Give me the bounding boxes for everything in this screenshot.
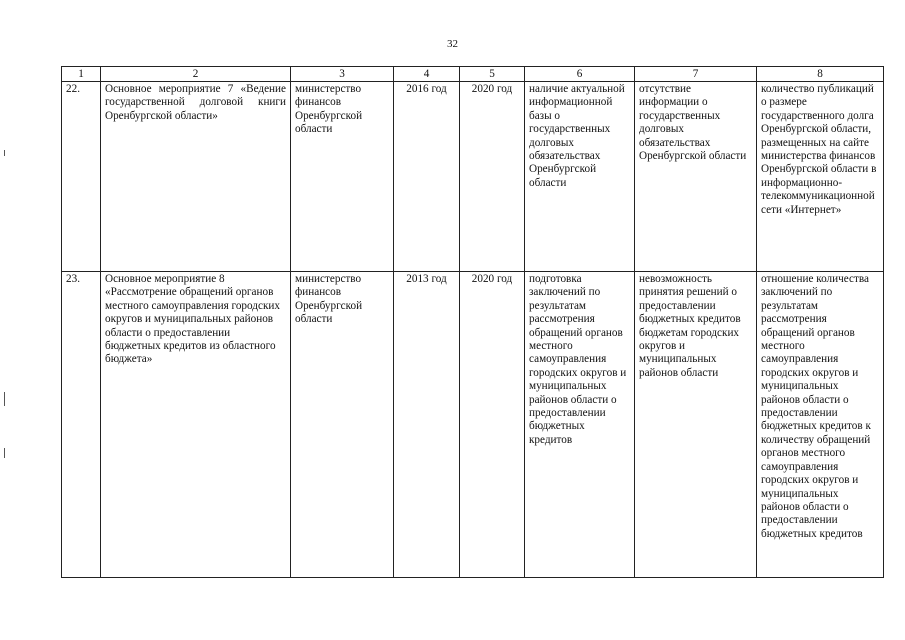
column-header: 3	[291, 67, 394, 82]
column-header: 7	[635, 67, 757, 82]
event-name: Основное мероприятие 7 «Ведение государственной долговой книги Оренбургской области»	[101, 82, 291, 272]
row-number: 22.	[62, 82, 101, 272]
column-header: 5	[460, 67, 525, 82]
event-name: Основное мероприятие 8 «Рассмотрение обращений органов местного самоуправления городских округов и муниципальных районов области о предоставлении бюджетных кредитов из областного бюджета»	[101, 272, 291, 578]
table-row	[62, 82, 884, 272]
non-implementation-consequences: отсутствие информации о государственных долговых обязательствах Оренбургской области	[635, 82, 757, 272]
page-number: 32	[447, 38, 458, 50]
scan-margin-mark	[4, 448, 5, 458]
measures-table	[61, 66, 884, 578]
column-header: 8	[757, 67, 884, 82]
column-header: 6	[525, 67, 635, 82]
column-header: 1	[62, 67, 101, 82]
start-year: 2016 год	[394, 82, 460, 272]
column-header: 2	[101, 67, 291, 82]
table-header-row	[62, 67, 884, 82]
scan-margin-mark	[4, 150, 5, 156]
table-row	[62, 272, 884, 578]
end-year: 2020 год	[460, 272, 525, 578]
non-implementation-consequences: невозможность принятия решений о предоставлении бюджетных кредитов бюджетам городских округов и муниципальных районов области	[635, 272, 757, 578]
end-year: 2020 год	[460, 82, 525, 272]
scan-margin-mark	[4, 392, 5, 406]
executor: министерство финансов Оренбургской области	[291, 82, 394, 272]
executor: министерство финансов Оренбургской области	[291, 272, 394, 578]
indicator-link: отношение количества заключений по результатам рассмотрения обращений органов местного самоуправления городских округов и муниципальных районов области о предоставлении бюджетных кредитов к количеству обращений органов местного самоуправления городских округов и муниципальных районов области о предоставлении бюджетных кредитов	[757, 272, 884, 578]
column-header: 4	[394, 67, 460, 82]
row-number: 23.	[62, 272, 101, 578]
expected-result: наличие актуальной информационной базы о государственных долговых обязательствах Оренбургской области	[525, 82, 635, 272]
start-year: 2013 год	[394, 272, 460, 578]
expected-result: подготовка заключений по результатам рассмотрения обращений органов местного самоуправления городских округов и муниципальных районов области о предоставлении бюджетных кредитов	[525, 272, 635, 578]
indicator-link: количество публикаций о размере государственного долга Оренбургской области, размещенных на сайте министерства финансов Оренбургской области в информационно-телекоммуникационной сети «Интернет»	[757, 82, 884, 272]
